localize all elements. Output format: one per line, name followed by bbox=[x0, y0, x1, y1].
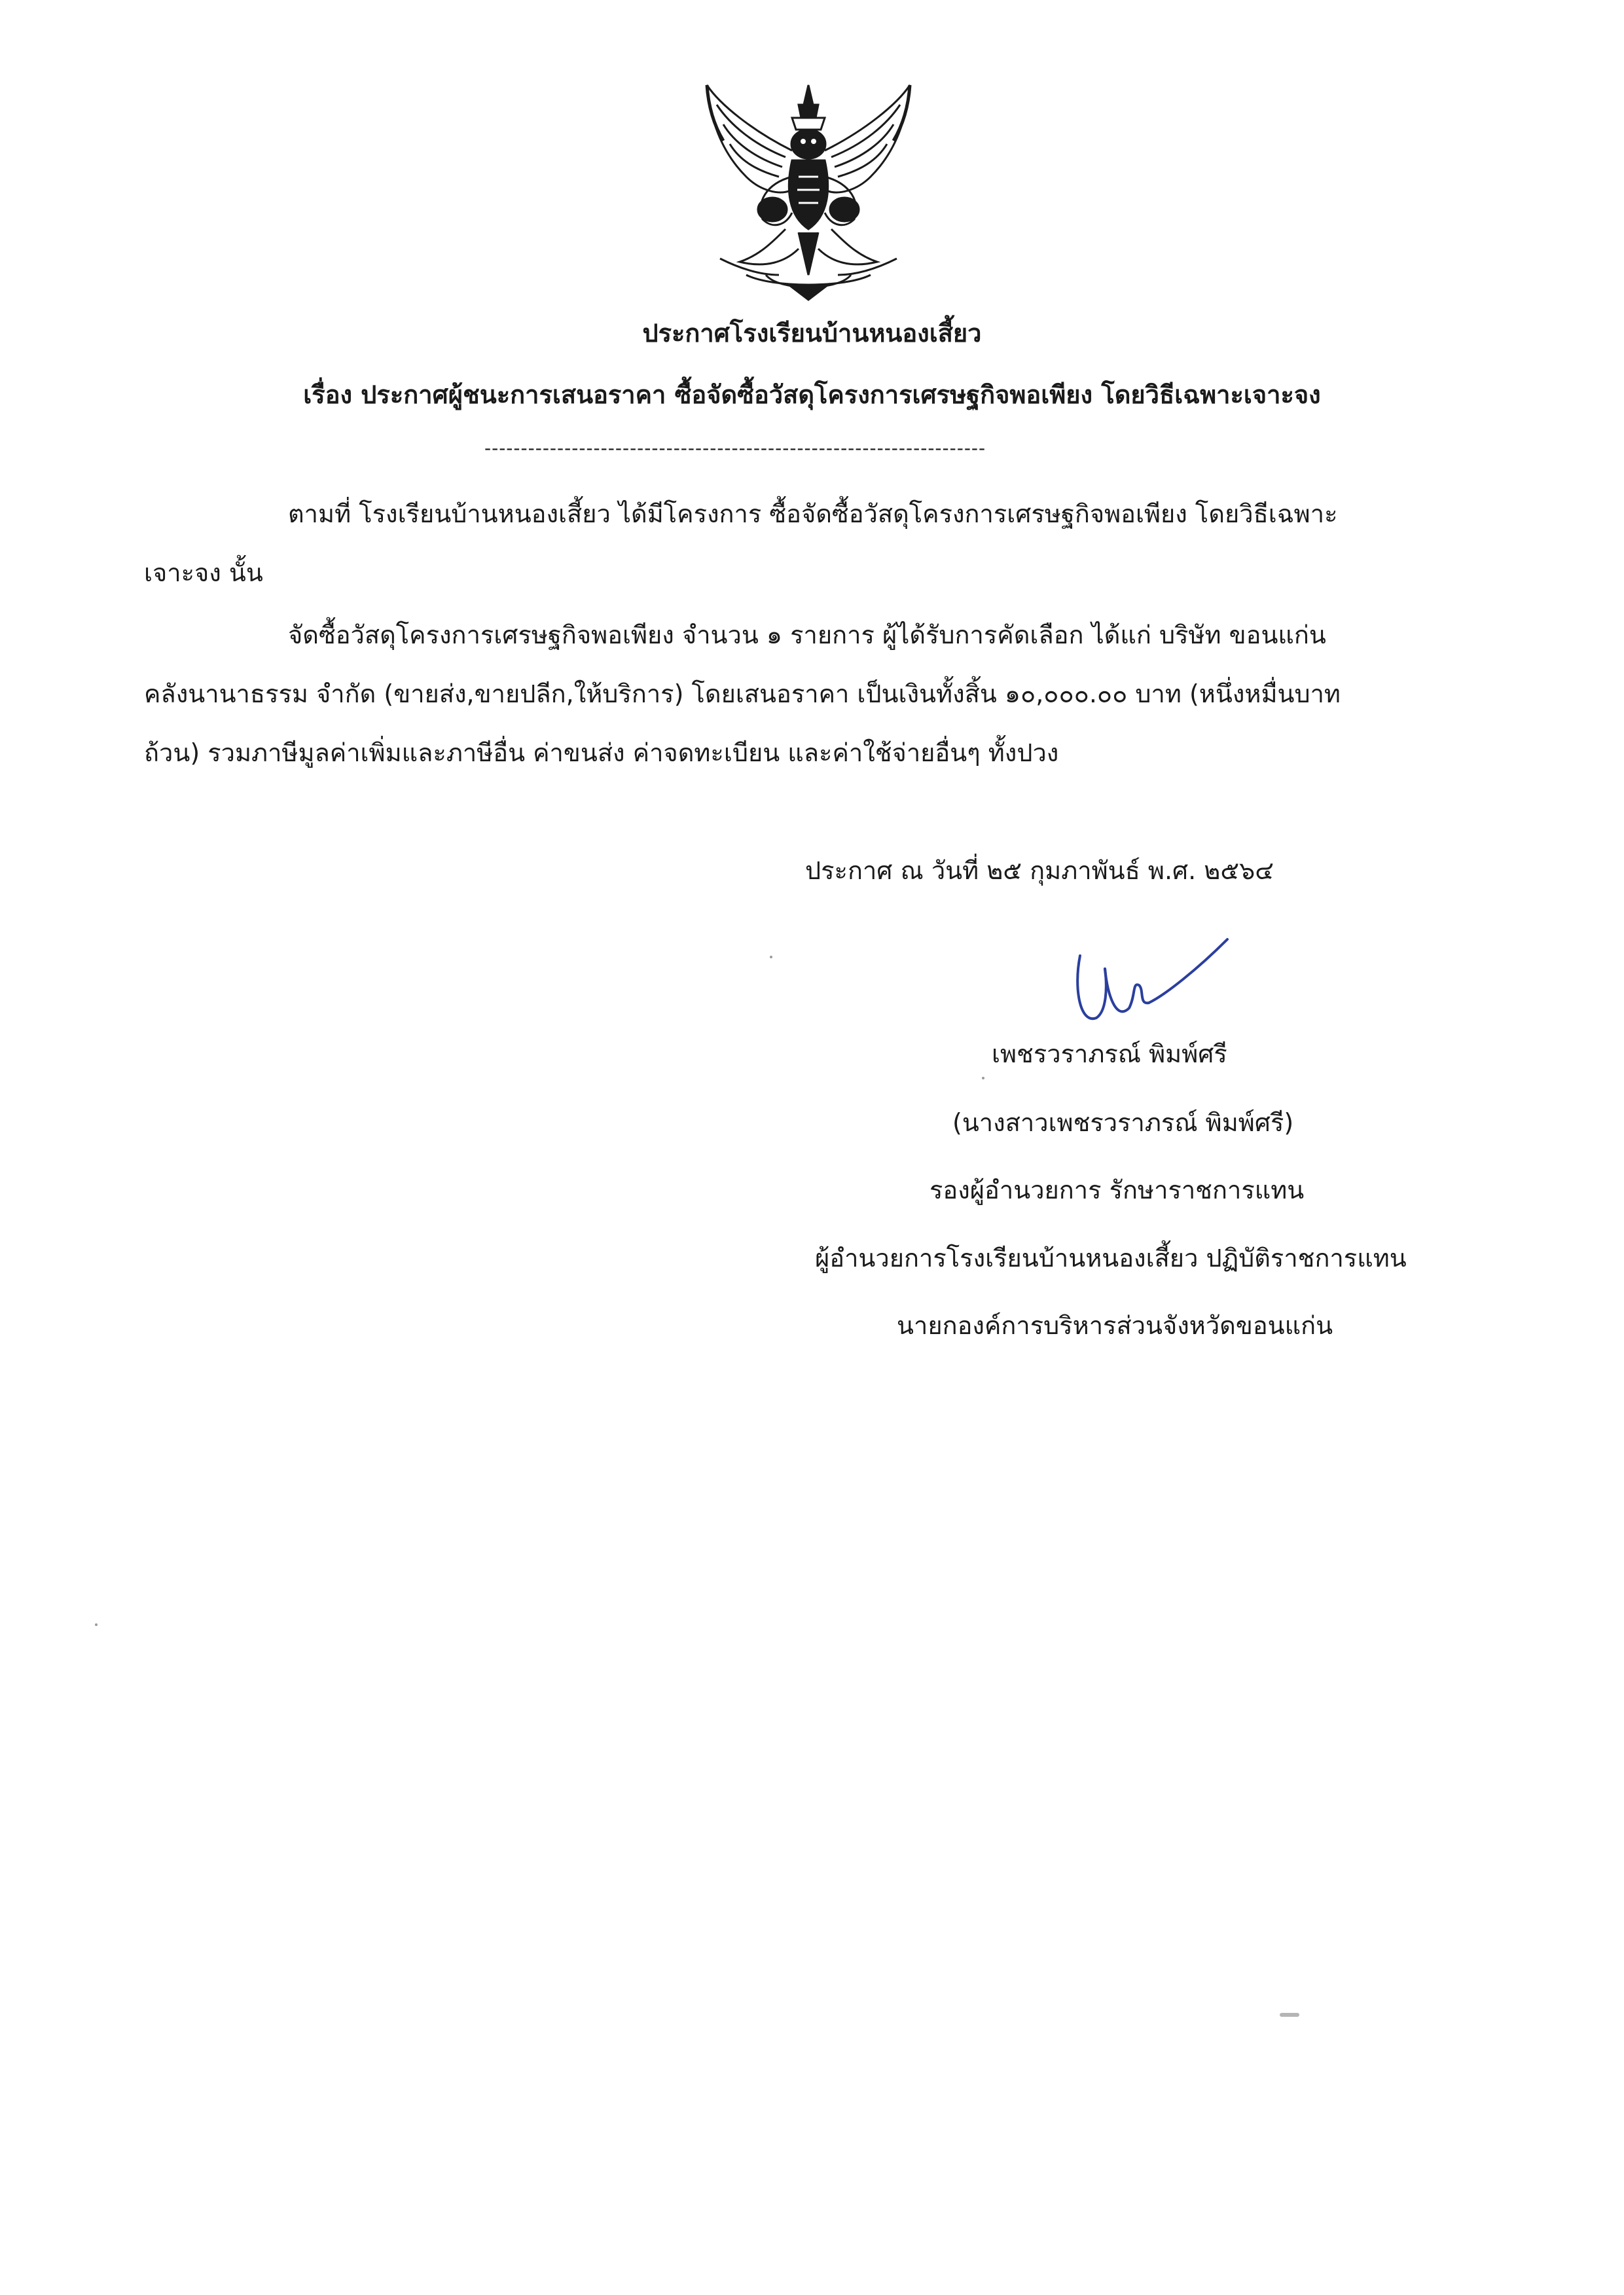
paragraph-2-line-2: คลังนานาธรรม จำกัด (ขายส่ง,ขายปลีก,ให้บริการ) โดยเสนอราคา เป็นเงินทั้งสิ้น ๑๐,๐๐๐.๐๐ บาท (หนึ่งหมื่นบาท bbox=[144, 679, 1341, 708]
title-divider: --------------------------------------------------------------------- bbox=[484, 437, 986, 459]
document-title: ประกาศโรงเรียนบ้านหนองเสี้ยว bbox=[642, 319, 982, 348]
scan-speck bbox=[982, 1077, 984, 1079]
signatory-position-2: ผู้อำนวยการโรงเรียนบ้านหนองเสี้ยว ปฏิบัติราชการแทน bbox=[815, 1244, 1407, 1273]
garuda-emblem-icon bbox=[694, 79, 923, 301]
paragraph-1-line-2: เจาะจง นั้น bbox=[144, 558, 263, 587]
paragraph-1-line-1: ตามที่ โรงเรียนบ้านหนองเสี้ยว ได้มีโครงการ ซื้อจัดซื้อวัสดุโครงการเศรษฐกิจพอเพียง โดยวิธีเฉพาะ bbox=[288, 499, 1338, 528]
handwritten-signature bbox=[1067, 930, 1237, 1041]
paragraph-2-line-1: จัดซื้อวัสดุโครงการเศรษฐกิจพอเพียง จำนวน ๑ รายการ ผู้ได้รับการคัดเลือก ได้แก่ บริษัท ขอนแก่น bbox=[288, 621, 1326, 649]
scan-speck bbox=[95, 1623, 98, 1626]
paragraph-2-line-3: ถ้วน) รวมภาษีมูลค่าเพิ่มและภาษีอื่น ค่าขนส่ง ค่าจดทะเบียน และค่าใช้จ่ายอื่นๆ ทั้งปวง bbox=[144, 738, 1059, 767]
signatory-position-1: รองผู้อำนวยการ รักษาราชการแทน bbox=[929, 1176, 1305, 1204]
signatory-position-3: นายกองค์การบริหารส่วนจังหวัดขอนแก่น bbox=[897, 1311, 1333, 1340]
announcement-date: ประกาศ ณ วันที่ ๒๕ กุมภาพันธ์ พ.ศ. ๒๕๖๔ bbox=[805, 856, 1274, 885]
signatory-printed-name: เพชรวราภรณ์ พิมพ์ศรี bbox=[992, 1039, 1227, 1068]
document-subject: เรื่อง ประกาศผู้ชนะการเสนอราคา ซื้อจัดซื้อวัสดุโครงการเศรษฐกิจพอเพียง โดยวิธีเฉพาะเจาะจง bbox=[303, 380, 1321, 409]
scan-speck bbox=[1280, 2013, 1299, 2017]
signatory-full-name: (นางสาวเพชรวราภรณ์ พิมพ์ศรี) bbox=[952, 1108, 1294, 1137]
scan-speck bbox=[770, 956, 772, 958]
